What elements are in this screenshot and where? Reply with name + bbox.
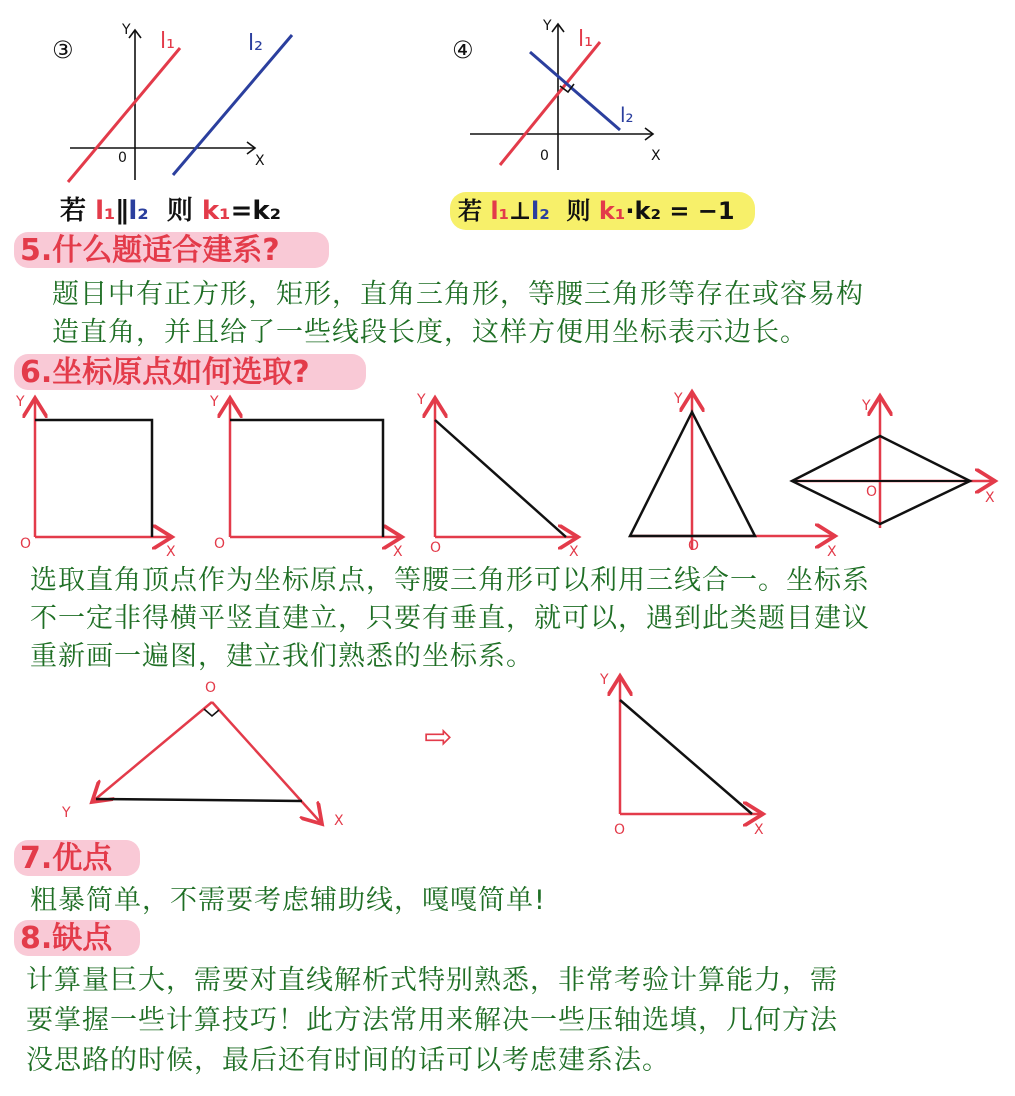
figure-3-parallel-lines	[40, 10, 320, 190]
svg-text:0: 0	[540, 148, 549, 164]
svg-text:X: X	[393, 544, 403, 560]
svg-text:Y: Y	[674, 391, 683, 407]
svg-text:Y: Y	[600, 672, 609, 688]
svg-text:X: X	[754, 822, 764, 838]
svg-text:X: X	[334, 813, 344, 829]
svg-text:X: X	[651, 148, 661, 164]
svg-text:Y: Y	[862, 398, 871, 414]
section-6-line-3: 重新画一遍图，建立我们熟悉的坐标系。	[30, 641, 534, 672]
svg-text:Y: Y	[417, 392, 426, 408]
origin-examples-figures	[0, 390, 1015, 565]
section-6-line-2: 不一定非得横平竖直建立，只要有垂直，就可以，遇到此类题目建议	[30, 603, 870, 634]
section-5-line-2: 造直角，并且给了一些线段长度，这样方便用坐标表示边长。	[52, 317, 808, 348]
svg-text:O: O	[866, 484, 878, 500]
svg-text:l₁: l₁	[578, 27, 593, 52]
svg-text:Y: Y	[210, 394, 219, 410]
svg-text:Y: Y	[543, 18, 552, 34]
right-triangle-figure	[416, 392, 579, 560]
section-5-line-1: 题目中有正方形，矩形，直角三角形，等腰三角形等存在或容易构	[52, 279, 864, 310]
tilted-right-triangle	[61, 680, 344, 829]
rectangle-figure	[209, 394, 403, 560]
svg-text:X: X	[569, 544, 579, 560]
transform-arrow-icon: ⇨	[424, 717, 453, 757]
svg-text:l₂: l₂	[620, 103, 634, 127]
svg-text:Y: Y	[16, 394, 25, 410]
section-7-line-1: 粗暴简单，不需要考虑辅助线，嘎嘎简单!	[30, 885, 546, 916]
perpendicular-condition: 若 l₁⊥l₂ 则 k₁·k₂ = −1	[458, 197, 735, 225]
svg-text:O: O	[430, 540, 442, 556]
line-l2	[173, 35, 292, 175]
svg-text:O: O	[20, 536, 32, 552]
redrawn-right-triangle	[599, 672, 764, 838]
isosceles-triangle-figure	[630, 391, 837, 560]
section-6-title: 6.坐标原点如何选取?	[20, 355, 310, 390]
figure-4-perpendicular-lines	[448, 10, 678, 185]
line-l2	[530, 52, 620, 130]
svg-text:Y: Y	[62, 805, 71, 821]
svg-text:O: O	[205, 680, 217, 696]
redraw-coordinate-figures	[0, 672, 1015, 842]
svg-text:O: O	[214, 536, 226, 552]
svg-text:O: O	[614, 822, 626, 838]
svg-text:l₁: l₁	[160, 29, 175, 54]
svg-text:X: X	[166, 544, 176, 560]
svg-text:X: X	[827, 544, 837, 560]
svg-text:X: X	[985, 490, 995, 506]
section-8-title: 8.缺点	[20, 921, 113, 956]
section-8-line-2: 要掌握一些计算技巧！此方法常用来解决一些压轴选填，几何方法	[26, 1005, 838, 1036]
svg-text:O: O	[688, 538, 700, 554]
figure-4-number: ④	[452, 36, 474, 64]
figure-3-number: ③	[52, 36, 74, 64]
svg-text:l₂: l₂	[248, 31, 263, 56]
section-8-line-3: 没思路的时候，最后还有时间的话可以考虑建系法。	[26, 1045, 670, 1076]
line-l1	[500, 42, 600, 165]
svg-text:0: 0	[118, 150, 127, 166]
section-5-title: 5.什么题适合建系?	[20, 233, 280, 268]
section-8-line-1: 计算量巨大，需要对直线解析式特别熟悉，非常考验计算能力，需	[26, 965, 838, 996]
square-figure	[15, 394, 176, 560]
parallel-condition: 若 l₁∥l₂ 则 k₁=k₂	[60, 196, 282, 226]
section-7-title: 7.优点	[20, 841, 113, 876]
rhombus-figure	[792, 396, 995, 528]
svg-text:X: X	[255, 153, 265, 169]
section-6-line-1: 选取直角顶点作为坐标原点，等腰三角形可以利用三线合一。坐标系	[30, 565, 870, 596]
svg-text:Y: Y	[122, 22, 131, 38]
